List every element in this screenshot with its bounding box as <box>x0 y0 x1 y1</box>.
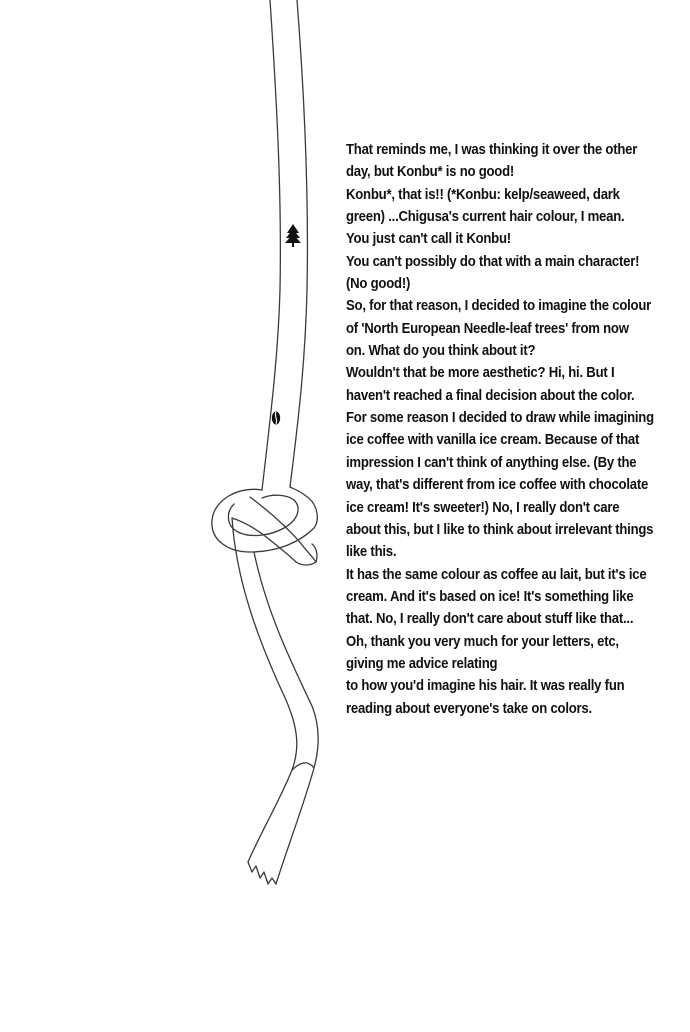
knot-wrap-band-edge <box>232 518 296 562</box>
tail-left-edge <box>232 518 297 862</box>
author-note-text <box>346 139 654 720</box>
text-line: You just can't call it Konbu! <box>346 231 511 248</box>
coffee-bean-icon <box>272 412 280 425</box>
text-line: about this, but I like to think about irrelevant things <box>346 521 654 538</box>
text-line: (No good!) <box>346 276 411 293</box>
text-line: Wouldn't that be more aesthetic? Hi, hi. But I <box>346 365 615 382</box>
text-line: day, but Konbu* is no good! <box>346 164 515 181</box>
text-line: like this. <box>346 544 397 561</box>
text-line: giving me advice relating <box>346 655 498 672</box>
knot-wrap-band <box>250 497 316 562</box>
text-line: cream. And it's based on ice! It's something like <box>346 588 634 605</box>
text-line: For some reason I decided to draw while imagining <box>346 410 654 427</box>
text-line: You can't possibly do that with a main character! <box>346 253 640 270</box>
text-line: That reminds me, I was thinking it over the other <box>346 142 638 158</box>
tail-twist <box>292 763 314 770</box>
tail-right-edge <box>254 552 318 884</box>
text-line: impression I can't think of anything else. (By the <box>346 454 637 471</box>
text-line: on. What do you think about it? <box>346 343 536 360</box>
text-line: way, that's different from ice coffee with chocolate <box>346 477 649 494</box>
text-line: haven't reached a final decision about the color. <box>346 387 635 404</box>
text-line: ice coffee with vanilla ice cream. Because of that <box>346 432 640 449</box>
text-line: of 'North European Needle-leaf trees' from now <box>346 320 629 337</box>
text-line: Oh, thank you very much for your letters, etc, <box>346 633 619 650</box>
text-line: green) ...Chigusa's current hair colour, I mean. <box>346 209 625 226</box>
text-line: reading about everyone's take on colors. <box>346 700 592 717</box>
ribbon-notched-end <box>248 862 276 884</box>
text-line: ice cream! It's sweeter!) No, I really don't care <box>346 499 620 516</box>
tree-icon <box>285 224 301 247</box>
text-line: So, for that reason, I decided to imagine the colour <box>346 298 652 315</box>
knot-fold <box>296 544 317 565</box>
text-line: to how you'd imagine his hair. It was really fun <box>346 678 625 695</box>
text-line: that. No, I really don't care about stuff like that... <box>346 611 634 628</box>
text-line: It has the same colour as coffee au lait, but it's ice <box>346 566 647 583</box>
text-line: Konbu*, that is!! (*Konbu: kelp/seaweed, dark <box>346 186 620 203</box>
